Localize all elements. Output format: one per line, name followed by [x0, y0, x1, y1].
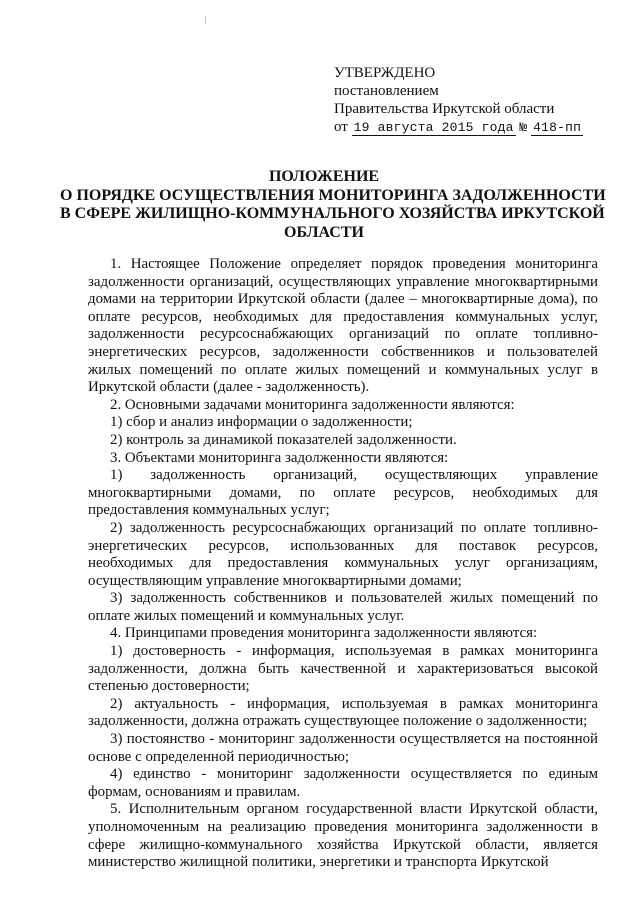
paragraph: 1) задолженность организаций, осуществляющих управление многоквартирными домами, по оплате ресурсов, необходимых для предоставления коммунальных услуг; — [88, 467, 598, 519]
title-line-2: О ПОРЯДКЕ ОСУЩЕСТВЛЕНИЯ МОНИТОРИНГА ЗАДОЛЖЕННОСТИ — [60, 186, 606, 204]
title-line-3: В СФЕРЕ ЖИЛИЩНО-КОММУНАЛЬНОГО ХОЗЯЙСТВА ИРКУТСКОЙ — [60, 205, 605, 223]
decree-date-line — [334, 118, 624, 137]
title-line-1: ПОЛОЖЕНИЕ — [268, 168, 380, 185]
paragraph: 3. Объектами мониторинга задолженности являются: — [110, 449, 449, 466]
document-title — [60, 168, 606, 242]
decree-date-field — [352, 120, 516, 136]
paragraph: 1) достоверность - информация, используемая в рамках мониторинга задолженности, должна быть качественной и характеризоваться высокой степенью достоверности; — [88, 643, 598, 695]
paragraph: 5. Исполнительным органом государственной власти Иркутской области, уполномоченным на реализацию проведения мониторинга задолженности в сфере жилищно-коммунального хозяйства Иркутской области, является министерство жилищной политики, энергетики и транспорта Иркутской — [88, 801, 598, 871]
paragraph: 3) постоянство - мониторинг задолженности осуществляется на постоянной основе с определенной периодичностью; — [88, 731, 598, 765]
decree-date: 19 августа 2015 года — [353, 120, 514, 135]
paragraph: 2. Основными задачами мониторинга задолженности являются: — [110, 396, 515, 413]
approval-line: постановлением — [334, 83, 439, 99]
paragraph: 2) актуальность - информация, используемая в рамках мониторинга задолженности, должна отражать существующее положение о задолженности; — [88, 695, 598, 730]
paragraph: 4) единство - мониторинг задолженности осуществляется по единым формам, основаниям и правилам. — [88, 766, 598, 800]
paragraph: 4. Принципами проведения мониторинга задолженности являются: — [110, 625, 538, 642]
paragraph: 1) сбор и анализ информации о задолженности; — [110, 414, 413, 431]
paragraph: 1. Настоящее Положение определяет порядок проведения мониторинга задолженности организаций, осуществляющих управление многоквартирными домами на территории Иркутской области (далее – многоквартирные дома), по оплате ресурсов, необходимых для предоставления коммунальных услуг, задолженности ресурсоснабжающих организаций по оплате топливно-энергетических ресурсов, задолженности собственников и пользователей жилых помещений по оплате жилых помещений и коммунальных услуг в Иркутской области (далее - задолженность). — [88, 256, 598, 396]
scan-mark — [205, 16, 206, 24]
approval-heading: УТВЕРЖДЕНО — [334, 65, 436, 81]
decree-number: 418-пп — [533, 120, 582, 135]
document-body — [88, 256, 598, 872]
from-label: от — [334, 119, 348, 135]
title-line-4: ОБЛАСТИ — [284, 223, 364, 241]
paragraph: 2) контроль за динамикой показателей задолженности. — [110, 431, 457, 448]
approval-authority: Правительства Иркутской области — [334, 101, 555, 117]
decree-number-field — [531, 120, 583, 136]
paragraph: 2) задолженность ресурсоснабжающих организаций по оплате топливно-энергетических ресурсов, использованных для поставок ресурсов, необходимых для предоставления коммунальных услуг организациям, осуществляющим управление многоквартирными домами; — [88, 519, 598, 589]
number-sign: № — [519, 120, 528, 135]
approval-stamp — [334, 64, 624, 137]
paragraph: 3) задолженность собственников и пользователей жилых помещений по оплате жилых помещений и коммунальных услуг. — [88, 590, 598, 624]
